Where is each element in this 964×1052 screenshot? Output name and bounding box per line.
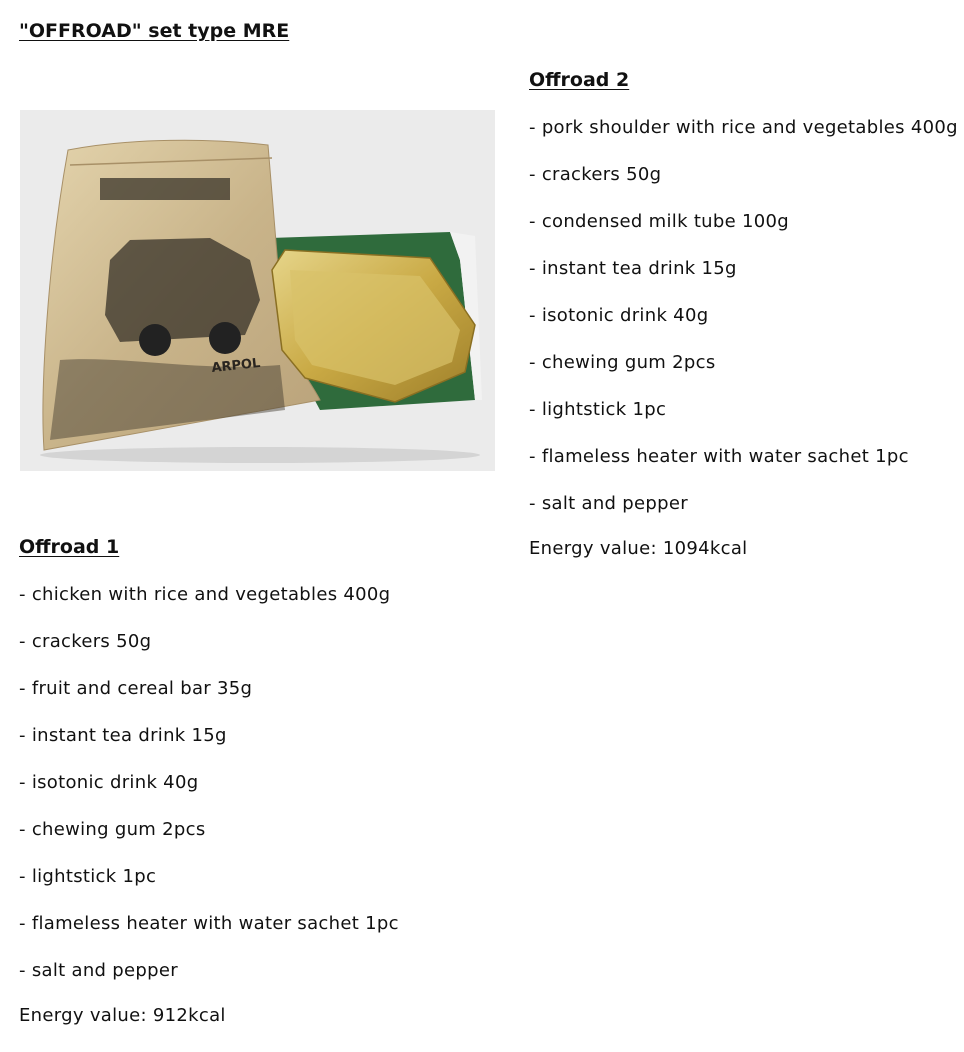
mre-package-photo (20, 110, 495, 471)
list-item: - lightstick 1pc (529, 399, 667, 420)
list-item: - crackers 50g (19, 631, 152, 652)
brand-logo: ARPOL (210, 355, 262, 376)
list-item: - flameless heater with water sachet 1pc (529, 446, 909, 467)
list-item: - salt and pepper (529, 493, 688, 514)
list-item: - condensed milk tube 100g (529, 211, 789, 232)
list-item: - chewing gum 2pcs (19, 819, 206, 840)
list-item: - instant tea drink 15g (19, 725, 227, 746)
list-item: - crackers 50g (529, 164, 662, 185)
offroad1-items (19, 584, 399, 1007)
list-item: - salt and pepper (19, 960, 178, 981)
list-item: - lightstick 1pc (19, 866, 157, 887)
list-item: - fruit and cereal bar 35g (19, 678, 253, 699)
offroad1-energy: Energy value: 912kcal (19, 1005, 226, 1026)
offroad2-heading: Offroad 2 (529, 69, 630, 91)
list-item: - isotonic drink 40g (529, 305, 709, 326)
list-item: - chicken with rice and vegetables 400g (19, 584, 391, 605)
offroad2-energy: Energy value: 1094kcal (529, 538, 748, 559)
offroad2-items (529, 117, 958, 540)
list-item: - pork shoulder with rice and vegetables 400g (529, 117, 958, 138)
list-item: - instant tea drink 15g (529, 258, 737, 279)
list-item: - flameless heater with water sachet 1pc (19, 913, 399, 934)
list-item: - chewing gum 2pcs (529, 352, 716, 373)
page-title: "OFFROAD" set type MRE (19, 20, 290, 42)
list-item: - isotonic drink 40g (19, 772, 199, 793)
offroad1-heading: Offroad 1 (19, 536, 120, 558)
